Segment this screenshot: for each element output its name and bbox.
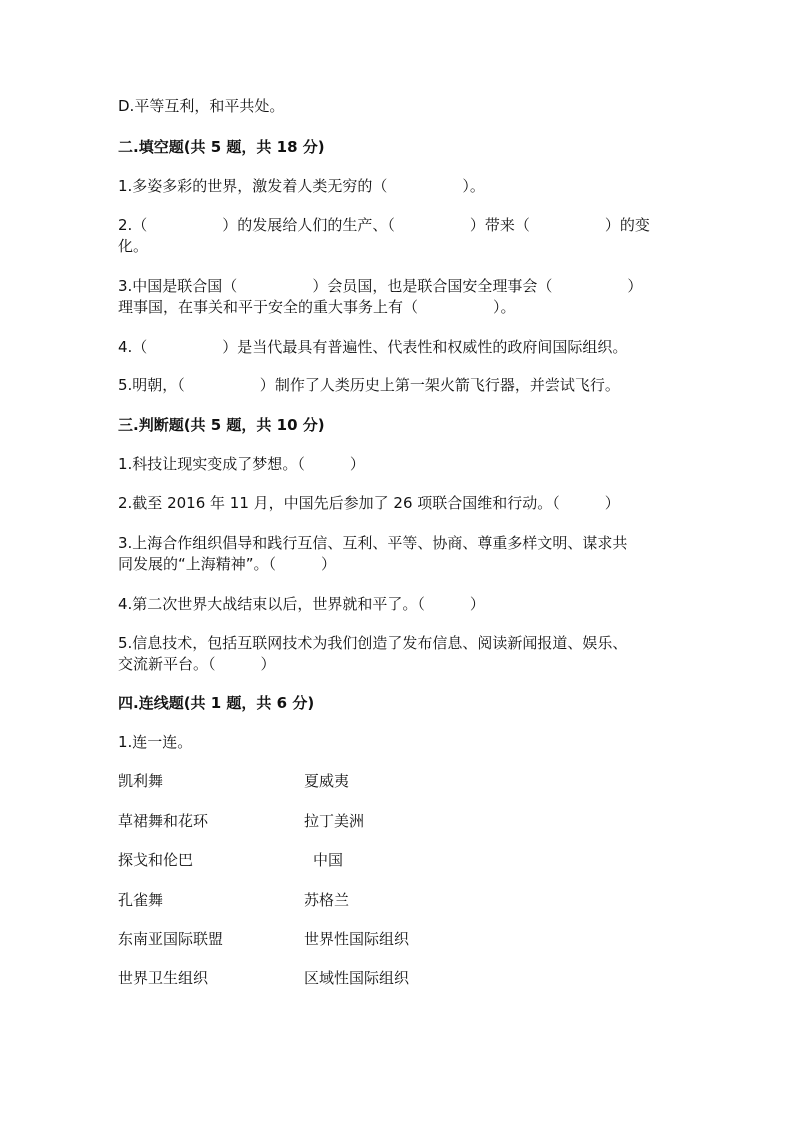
match-right-item: 中国	[313, 851, 344, 869]
judge-question-5-line-1: 5.信息技术，包括互联网技术为我们创造了发布信息、阅读新闻报道、娱乐、	[118, 634, 628, 652]
section-4-heading: 四.连线题(共 1 题，共 6 分)	[118, 694, 315, 712]
fill-question-2-line-1: 2.（ ）的发展给人们的生产、（ ）带来（ ）的变	[118, 216, 650, 234]
section-2-heading: 二.填空题(共 5 题，共 18 分)	[118, 138, 325, 156]
judge-question-1: 1.科技让现实变成了梦想。（ ）	[118, 455, 365, 473]
match-right-item: 世界性国际组织	[304, 930, 410, 948]
fill-question-1: 1.多姿多彩的世界，激发着人类无穷的（ ）。	[118, 177, 485, 195]
fill-question-5: 5.明朝，（ ）制作了人类历史上第一架火箭飞行器，并尝试飞行。	[118, 376, 620, 394]
judge-question-5-line-2: 交流新平台。（ ）	[118, 655, 276, 673]
match-left-item: 凯利舞	[118, 772, 164, 790]
match-question-1: 1.连一连。	[118, 733, 193, 751]
match-left-item: 草裙舞和花环	[118, 812, 209, 830]
section-3-heading: 三.判断题(共 5 题，共 10 分)	[118, 416, 325, 434]
judge-question-2: 2.截至 2016 年 11 月，中国先后参加了 26 项联合国维和行动。（ ）	[118, 494, 620, 512]
match-right-item: 拉丁美洲	[304, 812, 365, 830]
match-right-item: 区域性国际组织	[304, 969, 410, 987]
match-right-item: 苏格兰	[304, 891, 350, 909]
fill-question-3-line-2: 理事国，在事关和平于安全的重大事务上有（ ）。	[118, 298, 516, 316]
judge-question-4: 4.第二次世界大战结束以后，世界就和平了。（ ）	[118, 595, 485, 613]
fill-question-4: 4.（ ）是当代最具有普遍性、代表性和权威性的政府间国际组织。	[118, 338, 628, 356]
option-d: D.平等互利，和平共处。	[118, 97, 285, 115]
fill-question-2-line-2: 化。	[118, 237, 149, 255]
match-left-item: 探戈和伦巴	[118, 851, 194, 869]
judge-question-3-line-2: 同发展的“上海精神”。（ ）	[118, 555, 337, 573]
match-left-item: 世界卫生组织	[118, 969, 209, 987]
match-left-item: 孔雀舞	[118, 891, 164, 909]
match-left-item: 东南亚国际联盟	[118, 930, 224, 948]
match-right-item: 夏威夷	[304, 772, 350, 790]
judge-question-3-line-1: 3.上海合作组织倡导和践行互信、互利、平等、协商、尊重多样文明、谋求共	[118, 534, 628, 552]
fill-question-3-line-1: 3.中国是联合国（ ）会员国，也是联合国安全理事会（ ）	[118, 277, 643, 295]
